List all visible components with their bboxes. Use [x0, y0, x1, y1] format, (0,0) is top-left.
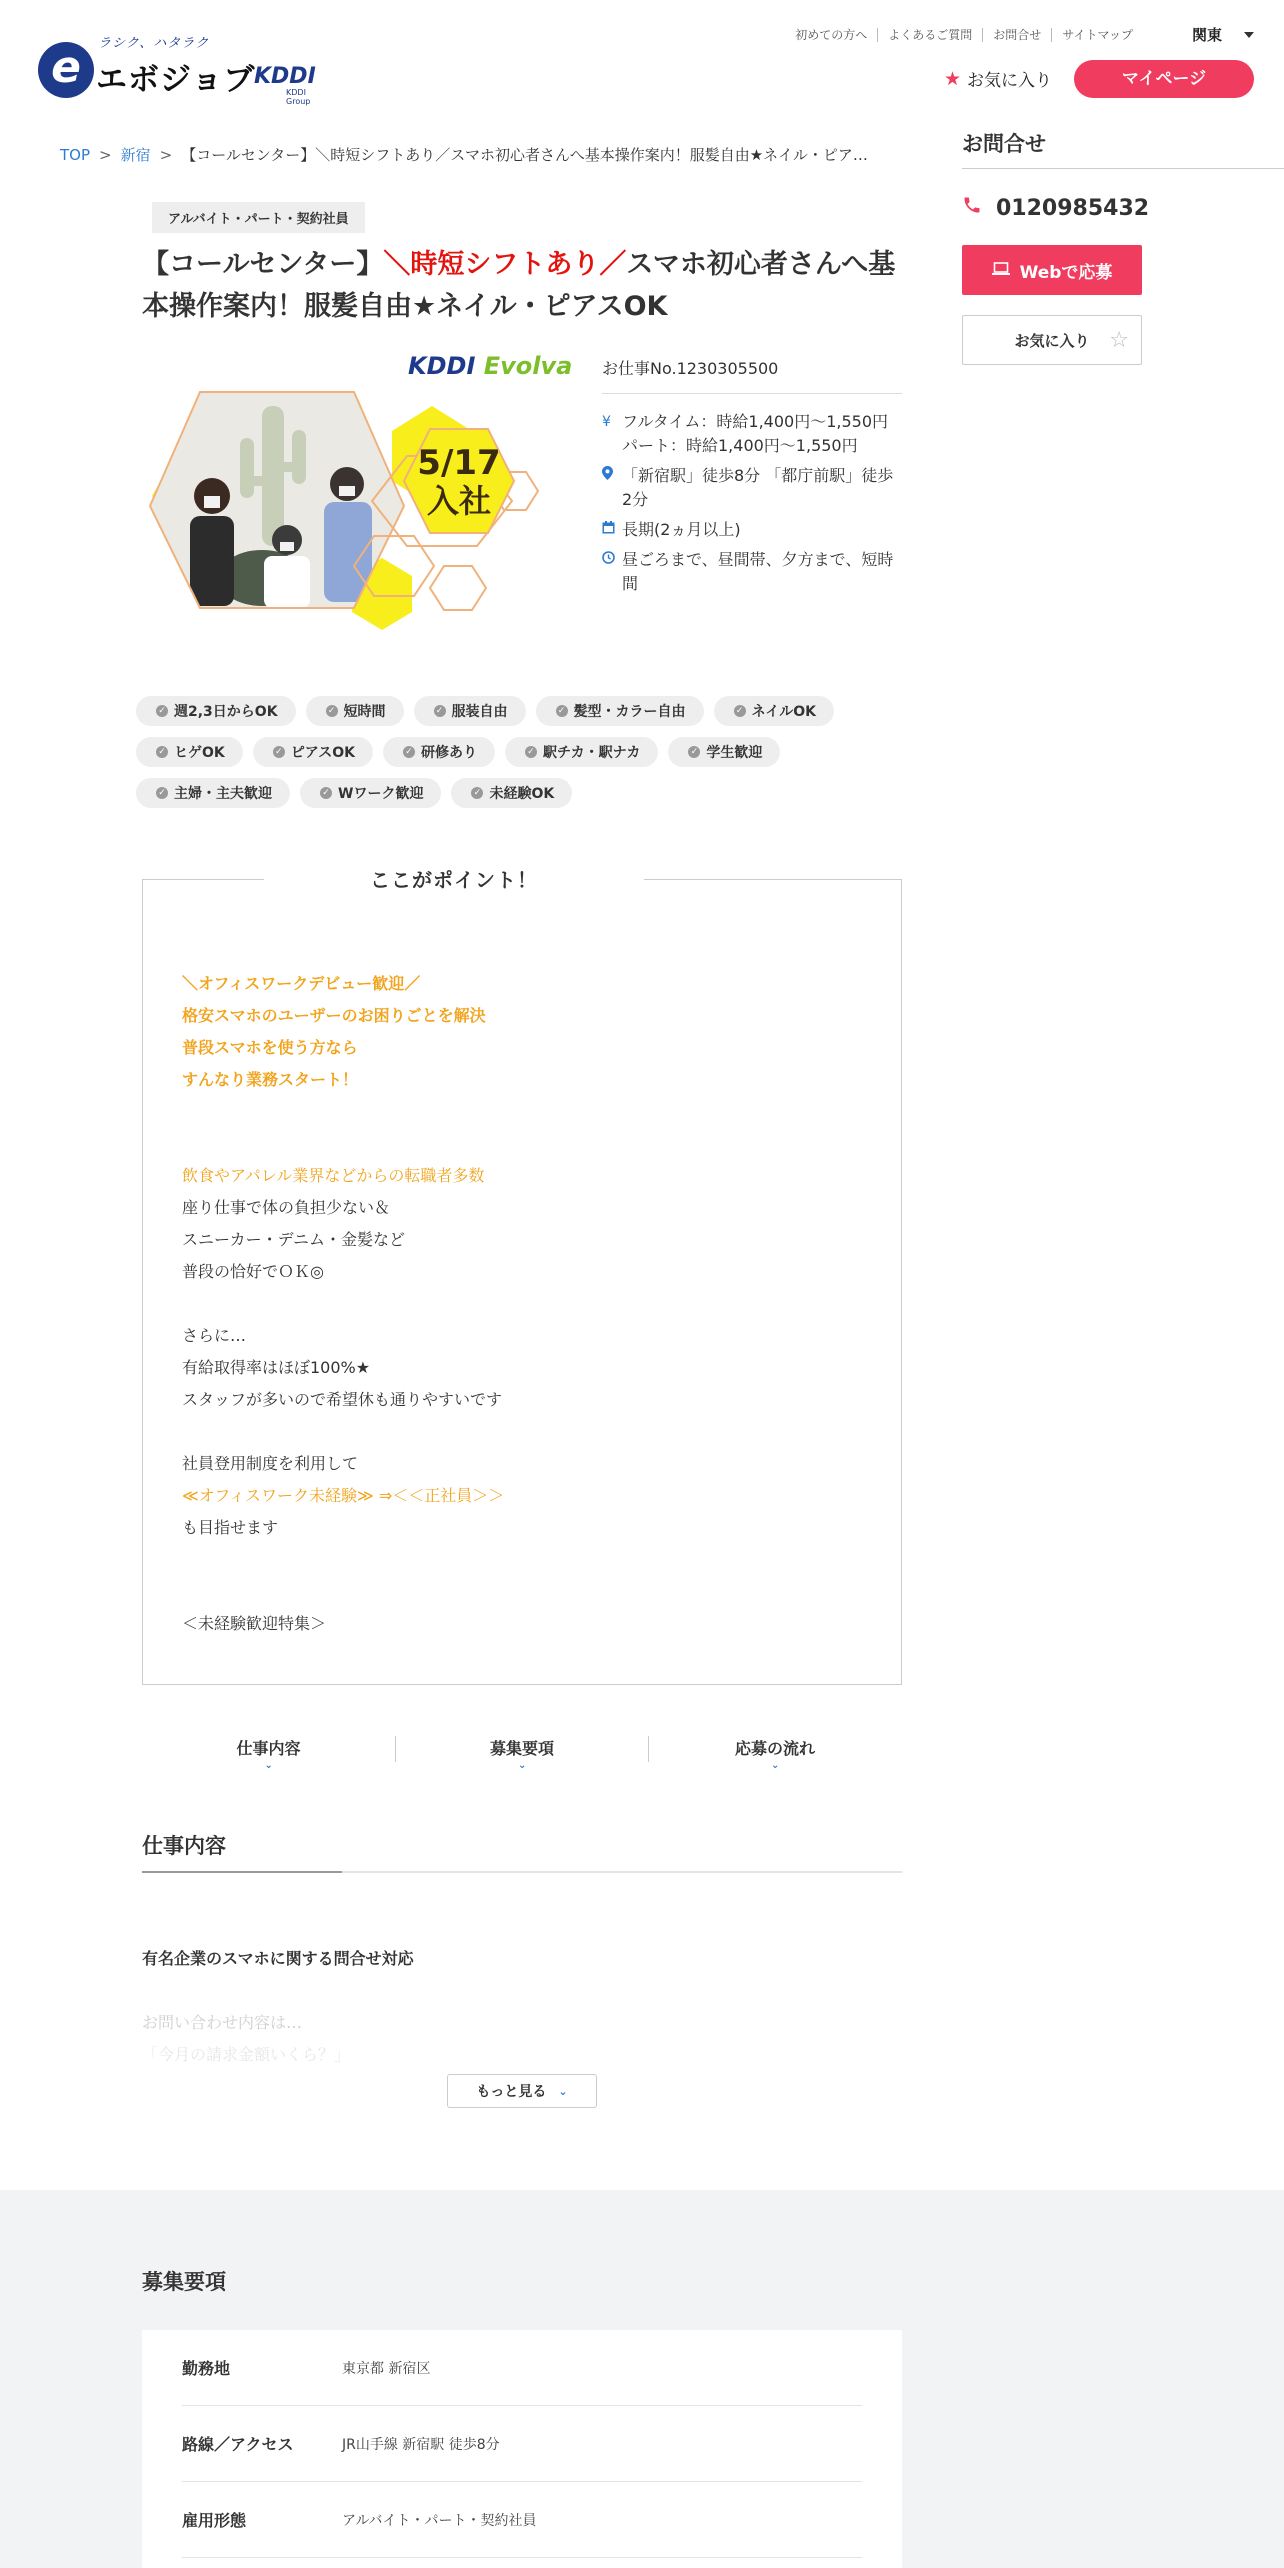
feature-tag	[136, 696, 296, 726]
salary-row	[602, 410, 902, 458]
section-divider-accent	[142, 1871, 342, 1873]
check-icon: ✓	[434, 705, 446, 717]
logo-kddi-sub: KDDI Group	[286, 88, 311, 106]
chevron-down-icon: ⌄	[558, 2084, 568, 2098]
job-title-highlight: ＼時短シフトあり／	[383, 249, 627, 280]
star-outline-icon: ☆	[1109, 328, 1129, 353]
highlight-line: 座り仕事で体の負担少ない＆	[182, 1198, 391, 1217]
check-icon: ✓	[734, 705, 746, 717]
check-icon: ✓	[471, 787, 483, 799]
feature-tag-label: 学生歓迎	[706, 745, 763, 761]
recruitment-label: 雇用形態	[182, 2511, 247, 2530]
feature-tag-label: ヒゲOK	[174, 745, 225, 761]
highlight-line: 普段の恰好でＯＫ◎	[182, 1262, 324, 1281]
contact-phone[interactable]	[962, 195, 1284, 221]
highlight-line: ≪オフィスワーク未経験≫ ⇒＜＜正社員＞＞	[182, 1486, 505, 1505]
recruitment-row	[182, 2330, 862, 2406]
check-icon: ✓	[156, 705, 168, 717]
web-apply-label: Webで応募	[1019, 262, 1113, 283]
mypage-button[interactable]: マイページ	[1074, 60, 1254, 98]
duties-headline: 有名企業のスマホに関する問合せ対応	[142, 1949, 414, 1968]
job-number: お仕事No.1230305500	[602, 356, 902, 394]
recruitment-value: アルバイト・パート・契約社員	[342, 2512, 537, 2529]
highlight-line	[182, 1096, 862, 1128]
breadcrumb-area[interactable]: 新宿	[120, 146, 151, 164]
feature-tag	[505, 737, 658, 767]
highlight-line: 格安スマホのユーザーのお困りごとを解決	[182, 1006, 486, 1025]
highlight-line	[182, 1416, 862, 1448]
site-header	[0, 0, 1284, 120]
link-contact[interactable]: お問合せ	[982, 28, 1051, 42]
feature-tag-label: 週2,3日からOK	[174, 704, 278, 720]
breadcrumb-separator: >	[99, 146, 112, 164]
region-selector[interactable]: 関東	[1192, 26, 1223, 44]
hero-illustration	[142, 346, 562, 646]
recruitment-row	[182, 2406, 862, 2482]
access-row	[602, 464, 902, 512]
recruitment-label: 路線／アクセス	[182, 2435, 294, 2454]
check-icon: ✓	[403, 746, 415, 758]
check-icon: ✓	[326, 705, 338, 717]
map-pin-icon	[602, 464, 622, 512]
show-more-button[interactable]	[447, 2074, 597, 2108]
link-sitemap[interactable]: サイトマップ	[1051, 28, 1143, 42]
breadcrumb-current: 【コールセンター】＼時短シフトあり／スマホ初心者さんへ基本操作案内！服髪自由★ネイル・ピア…	[181, 146, 868, 164]
highlight-line: 飲食やアパレル業界などからの転職者多数	[182, 1166, 485, 1185]
start-badge-label: 入社	[426, 482, 492, 520]
feature-tag	[136, 778, 290, 808]
feature-tag	[253, 737, 373, 767]
feature-tag	[451, 778, 572, 808]
highlight-body	[182, 968, 862, 1640]
check-icon: ✓	[320, 787, 332, 799]
feature-tag-label: 服装自由	[451, 704, 508, 720]
highlight-line	[182, 1128, 862, 1160]
utility-links	[785, 28, 1143, 42]
feature-tag-label: Wワーク歓迎	[338, 786, 424, 802]
feature-tag-label: ネイルOK	[751, 704, 817, 720]
breadcrumb	[60, 144, 868, 165]
logo-kddi: KDDI	[254, 64, 316, 89]
chevron-down-icon: ⌄	[771, 1760, 780, 1771]
feature-tag	[306, 696, 404, 726]
feature-tag	[136, 737, 243, 767]
highlight-line: スタッフが多いので希望休も通りやすいです	[182, 1390, 503, 1409]
add-favorite-label: お気に入り	[1014, 331, 1090, 350]
hours-text: 昼ごろまで、昼間帯、夕方まで、短時間	[622, 550, 894, 593]
tab-label: 募集要項	[489, 1739, 554, 1758]
chevron-down-icon[interactable]	[1244, 32, 1254, 38]
recruitment-label: 勤務地	[182, 2359, 231, 2378]
recruitment-value: JR山手線 新宿駅 徒歩8分	[342, 2436, 500, 2453]
highlight-line: 社員登用制度を利用して	[182, 1454, 359, 1473]
company-logo-evolva: Evolva	[483, 352, 573, 380]
feature-tag-label: 未経験OK	[489, 786, 555, 802]
section-tabs	[142, 1736, 902, 1771]
star-icon: ★	[944, 67, 962, 90]
check-icon: ✓	[556, 705, 568, 717]
period-text: 長期(2ヵ月以上)	[622, 520, 741, 539]
start-badge-date: 5/17	[417, 443, 501, 483]
access-text: 「新宿駅」徒歩8分 「都庁前駅」徒歩2分	[622, 466, 894, 509]
company-logo-kddi: KDDI	[408, 352, 476, 380]
logo-tagline: ラシク、ハタラク	[98, 36, 210, 51]
period-row	[602, 518, 902, 542]
yen-icon: ¥	[602, 414, 611, 430]
breadcrumb-top[interactable]: TOP	[60, 146, 91, 164]
job-hero-image	[142, 346, 573, 646]
breadcrumb-separator: >	[159, 146, 173, 164]
feature-tag-label: ピアスOK	[290, 745, 355, 761]
check-icon: ✓	[156, 746, 168, 758]
salary-fulltime: フルタイム：時給1,400円～1,550円	[622, 412, 889, 431]
highlight-line	[182, 1288, 862, 1320]
feature-tag-label: 駅チカ・駅ナカ	[542, 745, 641, 761]
check-icon: ✓	[273, 746, 285, 758]
chevron-down-icon: ⌄	[518, 1760, 527, 1771]
feature-tag	[300, 778, 441, 808]
recruitment-value: 東京都 新宿区	[342, 2360, 431, 2377]
recruitment-card	[142, 2330, 902, 2568]
highlight-line: すんなり業務スタート！	[182, 1070, 359, 1089]
feature-tag-label: 髪型・カラー自由	[573, 704, 686, 720]
phone-icon	[962, 195, 982, 221]
check-icon: ✓	[688, 746, 700, 758]
feature-tag	[414, 696, 526, 726]
duties-title: 仕事内容	[142, 1834, 226, 1858]
highlight-line: ＜未経験歓迎特集＞	[182, 1614, 327, 1633]
feature-tag-label: 主婦・主夫歓迎	[174, 786, 272, 802]
hours-row	[602, 548, 902, 596]
logo-e-mark: e	[38, 42, 94, 98]
feature-tag	[383, 737, 495, 767]
salary-parttime: パート：時給1,400円～1,550円	[622, 436, 858, 455]
highlight-line: 有給取得率はほぼ100%★	[182, 1358, 371, 1377]
feature-tag-label: 短時間	[343, 704, 386, 720]
check-icon: ✓	[156, 787, 168, 799]
tab-label: 仕事内容	[236, 1739, 301, 1758]
highlight-line	[182, 1544, 862, 1576]
tab-job-description[interactable]	[142, 1736, 395, 1771]
job-title	[142, 244, 902, 328]
highlight-line: も目指せます	[182, 1518, 279, 1537]
contact-sidebar	[962, 128, 1284, 365]
add-favorite-button[interactable]	[962, 315, 1142, 365]
duties-preview: お問い合わせ内容は…	[142, 2013, 303, 2032]
link-faq[interactable]: よくあるご質問	[877, 28, 982, 42]
tab-application-flow[interactable]	[648, 1736, 901, 1771]
check-icon: ✓	[525, 746, 537, 758]
link-beginners[interactable]: 初めての方へ	[795, 28, 868, 42]
recruitment-title: 募集要項	[142, 2270, 226, 2294]
site-logo[interactable]	[36, 32, 326, 106]
clock-icon	[602, 548, 622, 596]
phone-number: 0120985432	[996, 195, 1150, 221]
highlight-line: スニーカー・デニム・金髪など	[182, 1230, 406, 1249]
favorites-label: お気に入り	[967, 71, 1053, 91]
feature-tag	[668, 737, 780, 767]
employment-type-badge: アルバイト・パート・契約社員	[152, 202, 365, 233]
job-title-prefix: 【コールセンター】	[142, 249, 384, 280]
chevron-down-icon: ⌄	[264, 1760, 273, 1771]
recruitment-row	[182, 2482, 862, 2558]
feature-tag	[714, 696, 834, 726]
highlight-line	[182, 1576, 862, 1608]
web-apply-button[interactable]	[962, 245, 1142, 295]
highlight-line: 普段スマホを使う方なら	[182, 1038, 358, 1057]
favorites-link[interactable]	[944, 66, 1052, 91]
duties-preview: 「今月の請求金額いくら？」	[142, 2045, 351, 2064]
contact-title: お問合せ	[962, 128, 1284, 169]
logo-name: エボジョブ	[96, 62, 256, 98]
feature-tag	[536, 696, 704, 726]
tab-label: 応募の流れ	[734, 1739, 815, 1758]
highlight-line: ＼オフィスワークデビュー歓迎／	[182, 974, 421, 993]
job-title-rest: スマホ初心者さんへ基本操作案内！服髪自由★ネイル・ピアスOK	[142, 249, 896, 322]
job-summary	[602, 356, 902, 602]
show-more-label: もっと見る	[476, 2084, 547, 2100]
feature-tags	[136, 696, 856, 819]
highlight-line: さらに…	[182, 1326, 247, 1345]
calendar-icon	[602, 518, 622, 542]
laptop-icon	[992, 261, 1010, 280]
feature-tag-label: 研修あり	[420, 745, 477, 761]
tab-requirements[interactable]	[395, 1736, 648, 1771]
highlight-title: ここがポイント！	[264, 864, 644, 893]
